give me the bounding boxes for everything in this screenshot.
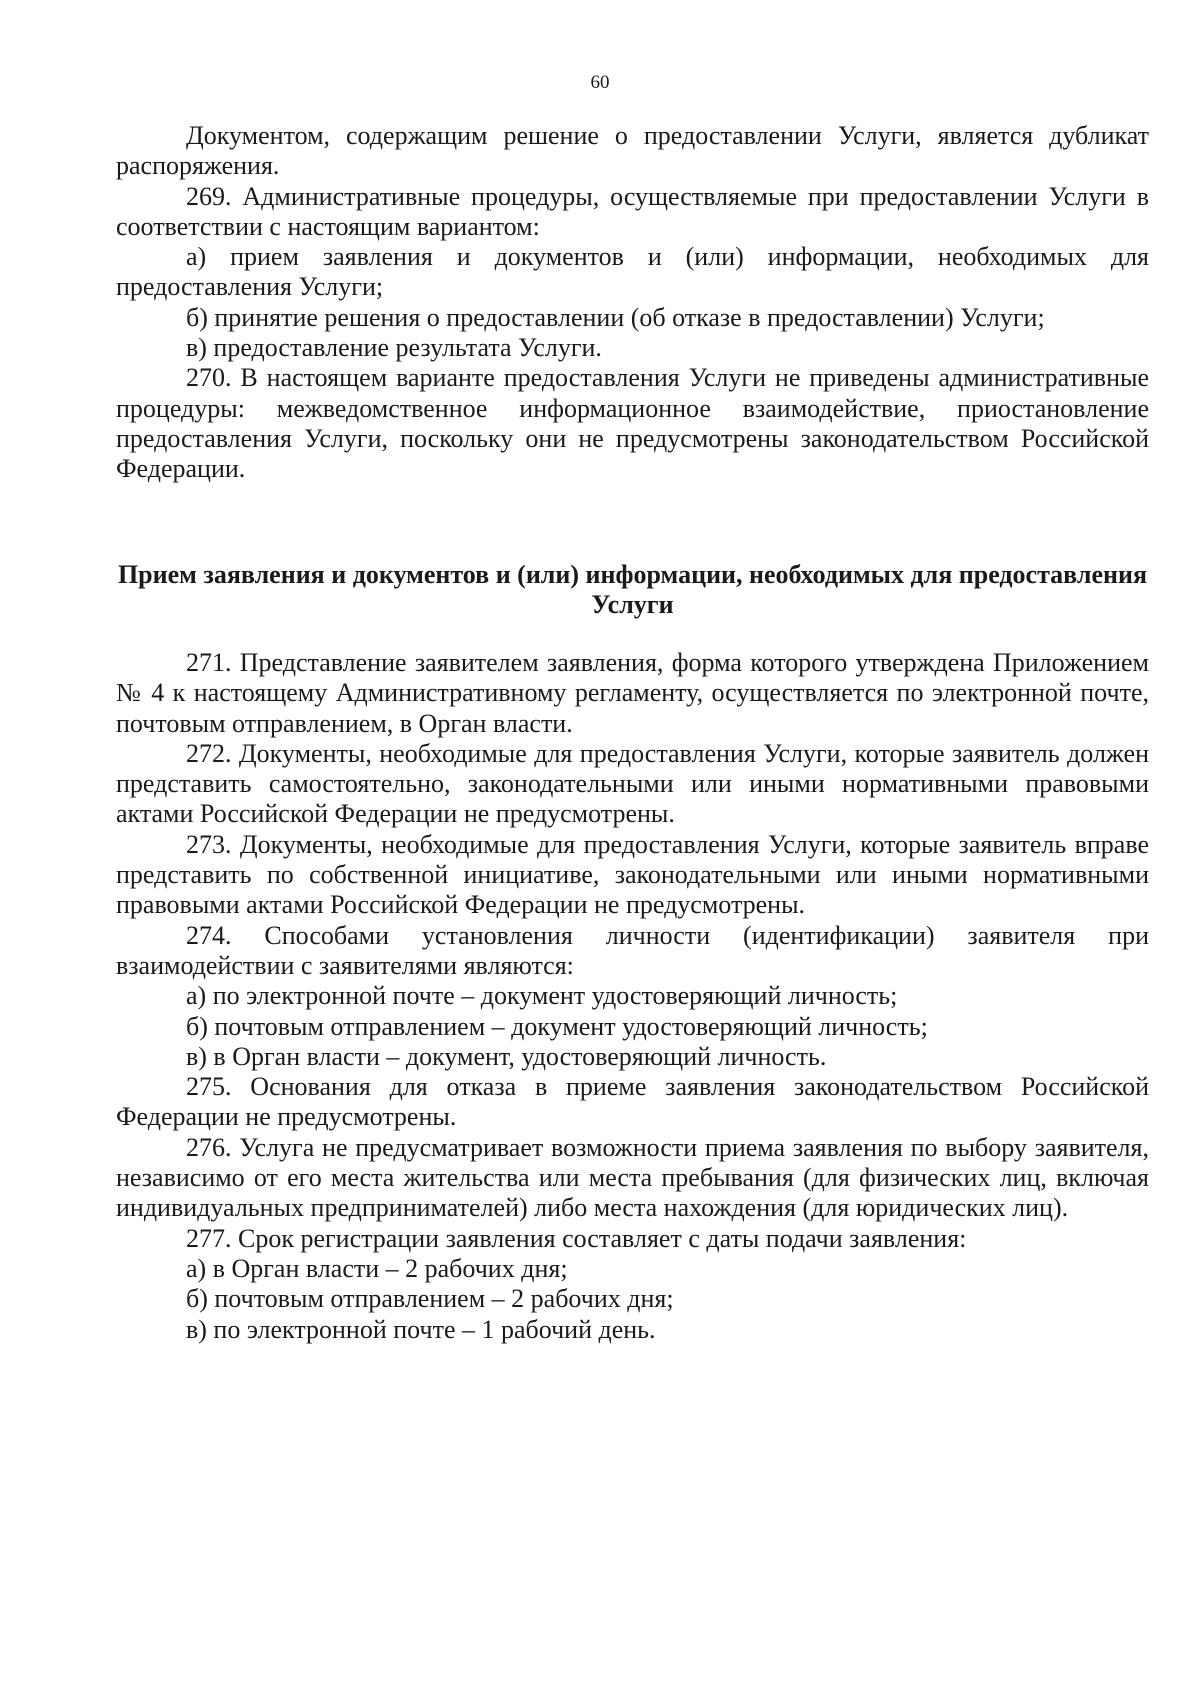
list-item: в) по электронной почте – 1 рабочий день. <box>186 1314 656 1344</box>
list-item: а) по электронной почте – документ удостоверяющий личность; <box>186 981 898 1011</box>
paragraph-276: 276. Услуга не предусматривает возможности приема заявления по выбору заявителя, независимо от его места жительства или места пребывания (для физических лиц, включая индивидуальных предпринимателей) либо места нахождения (для юридических лиц). <box>116 1132 1149 1223</box>
list-item: в) в Орган власти – документ, удостоверяющий личность. <box>186 1041 827 1071</box>
section-heading: Прием заявления и документов и (или) информации, необходимых для предоставления Услуги <box>117 560 1148 619</box>
paragraph-273: 273. Документы, необходимые для предоставления Услуги, которые заявитель вправе представить по собственной инициативе, законодательными или иными нормативными правовыми актами Российской Федерации не предусмотрены. <box>116 829 1149 920</box>
list-item: б) почтовым отправлением – документ удостоверяющий личность; <box>186 1011 928 1041</box>
paragraph: Документом, содержащим решение о предоставлении Услуги, является дубликат распоряжения. <box>116 121 1149 181</box>
document-text-top <box>116 121 1149 485</box>
paragraph-277: 277. Срок регистрации заявления составляет с даты подачи заявления: <box>186 1223 967 1253</box>
page-number: 60 <box>590 72 610 93</box>
document-text-main <box>116 648 1149 1345</box>
paragraph-272: 272. Документы, необходимые для предоставления Услуги, которые заявитель должен представить самостоятельно, законодательными или иными нормативными правовыми актами Российской Федерации не предусмотрены. <box>116 738 1149 829</box>
paragraph-270: 270. В настоящем варианте предоставления Услуги не приведены административные процедуры: межведомственное информационное взаимодействие, приостановление предоставления Услуги, поскольку они не предусмотрены законодательством Российской Федерации. <box>116 363 1149 484</box>
list-item: а) в Орган власти – 2 рабочих дня; <box>186 1253 568 1283</box>
paragraph-274: 274. Способами установления личности (идентификации) заявителя при взаимодействии с заявителями являются: <box>116 920 1149 980</box>
paragraph-271: 271. Представление заявителем заявления, форма которого утверждена Приложением № 4 к настоящему Административному регламенту, осуществляется по электронной почте, почтовым отправлением, в Орган власти. <box>116 648 1149 738</box>
list-item: б) почтовым отправлением – 2 рабочих дня; <box>186 1284 674 1314</box>
list-item: б) принятие решения о предоставлении (об отказе в предоставлении) Услуги; <box>186 302 1045 332</box>
list-item: в) предоставление результата Услуги. <box>186 333 602 363</box>
list-item: а) прием заявления и документов и (или) информации, необходимых для предоставления Услуги; <box>116 242 1149 302</box>
paragraph-275: 275. Основания для отказа в приеме заявления законодательством Российской Федерации не предусмотрены. <box>116 1072 1149 1132</box>
paragraph-269: 269. Административные процедуры, осуществляемые при предоставлении Услуги в соответствии с настоящим вариантом: <box>116 181 1149 241</box>
